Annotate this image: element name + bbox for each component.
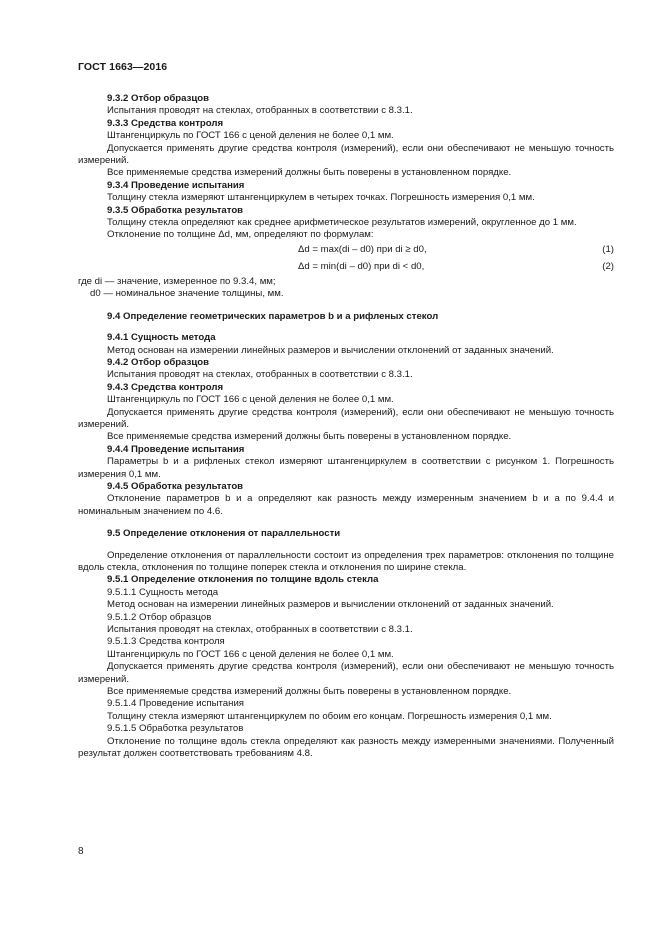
page-body <box>78 93 614 761</box>
heading-9-3-2: 9.3.2 Отбор образцов <box>107 93 209 104</box>
legend-di: где di — значение, измеренное по 9.3.4, мм; <box>78 275 276 287</box>
paragraph-9-3-2: Испытания проводят на стеклах, отобранных в соответствии с 8.3.1. <box>107 105 413 117</box>
heading-9-5-1-4: 9.5.1.4 Проведение испытания <box>107 698 244 710</box>
heading-9-3-3: 9.3.3 Средства контроля <box>107 117 224 129</box>
formula-1-number: (1) <box>602 243 614 255</box>
paragraph-9-4-3-c: Все применяемые средства измерений должны быть поверены в установленном порядке. <box>107 431 512 443</box>
heading-9-5-1-2: 9.5.1.2 Отбор образцов <box>107 611 212 623</box>
paragraph-9-4-2: Испытания проводят на стеклах, отобранных в соответствии с 8.3.1. <box>107 369 413 381</box>
heading-9-4-4: 9.4.4 Проведение испытания <box>107 443 245 455</box>
paragraph-9-5-intro: Определение отклонения от параллельности состоит из определения трех параметров: отклонения по толщине вдоль стекла, отклонения по толщине поперек стекла и отклонения по ширине стекла. <box>78 549 614 573</box>
formula-2-number: (2) <box>602 260 614 272</box>
formula-1 <box>78 242 614 259</box>
heading-9-4-5: 9.4.5 Обработка результатов <box>107 480 244 492</box>
paragraph-9-4-3-b: Допускается применять другие средства контроля (измерений), если они обеспечивают не меньшую точность измерений. <box>78 406 614 430</box>
paragraph-9-5-1-3-c: Все применяемые средства измерений должны быть поверены в установленном порядке. <box>107 686 512 698</box>
paragraph-9-3-5-b: Отклонение по толщине Δd, мм, определяют по формулам: <box>107 229 374 241</box>
paragraph-9-4-3-a: Штангенциркуль по ГОСТ 166 с ценой деления не более 0,1 мм. <box>107 394 394 406</box>
heading-9-5-1-3: 9.5.1.3 Средства контроля <box>107 636 225 648</box>
formula-2-expression: Δd = min(di – d0) при di < d0, <box>298 260 425 272</box>
heading-9-4-3: 9.4.3 Средства контроля <box>107 381 224 393</box>
legend-d0: d0 — номинальное значение толщины, мм. <box>90 288 284 300</box>
heading-9-4-1: 9.4.1 Сущность метода <box>107 332 216 344</box>
page-number: 8 <box>78 846 84 857</box>
heading-9-5-1: 9.5.1 Определение отклонения по толщине вдоль стекла <box>107 574 379 586</box>
paragraph-9-4-1: Метод основан на измерении линейных размеров и вычислении отклонений от заданных значений. <box>107 344 554 356</box>
heading-9-3-4: 9.3.4 Проведение испытания <box>107 179 245 191</box>
paragraph-9-5-1-4: Толщину стекла измеряют штангенциркулем по обоим его концам. Погрешность измерения 0,1 мм. <box>107 710 552 722</box>
paragraph-9-3-3-c: Все применяемые средства измерений должны быть поверены в установленном порядке. <box>107 167 512 179</box>
paragraph-9-5-1-2: Испытания проводят на стеклах, отобранных в соответствии с 8.3.1. <box>107 624 413 636</box>
heading-9-5-1-5: 9.5.1.5 Обработка результатов <box>107 723 244 735</box>
paragraph-9-4-4: Параметры b и a рифленых стекол измеряют штангенциркулем в соответствии с рисунком 1. Погрешность измерения 0,1 мм. <box>78 456 614 480</box>
heading-9-4-2: 9.4.2 Отбор образцов <box>107 356 209 368</box>
paragraph-9-5-1-5: Отклонение по толщине вдоль стекла определяют как разность между измеренными значениями. Полученный результат должен соответствовать требованиям 4.8. <box>78 735 614 760</box>
heading-9-3-5: 9.3.5 Обработка результатов <box>107 204 244 216</box>
paragraph-9-3-4: Толщину стекла измеряют штангенциркулем в четырех точках. Погрешность измерения 0,1 мм. <box>107 192 535 204</box>
paragraph-9-5-1-1: Метод основан на измерении линейных размеров и вычислении отклонений от заданных значений. <box>107 599 554 611</box>
section-heading-9-4: 9.4 Определение геометрических параметров b и a рифленых стекол <box>107 310 439 322</box>
paragraph-9-3-5-a: Толщину стекла определяют как среднее арифметическое результатов измерений, округленное до 1 мм. <box>107 217 577 229</box>
heading-9-5-1-1: 9.5.1.1 Сущность метода <box>107 586 219 598</box>
formula-1-expression: Δd = max(di – d0) при di ≥ d0, <box>298 243 427 255</box>
document-code-header: ГОСТ 1663—2016 <box>78 61 168 73</box>
paragraph-9-5-1-3-b: Допускается применять другие средства контроля (измерений), если они обеспечивают не меньшую точность измерений. <box>78 661 614 685</box>
paragraph-9-3-3-a: Штангенциркуль по ГОСТ 166 с ценой деления не более 0,1 мм. <box>107 130 394 142</box>
paragraph-9-5-1-3-a: Штангенциркуль по ГОСТ 166 с ценой деления не более 0,1 мм. <box>107 648 394 660</box>
paragraph-9-4-5: Отклонение параметров b и a определяют как разность между измеренным значением b и a по 9.4.4 и номинальным значением по 4.6. <box>78 493 614 517</box>
section-heading-9-5: 9.5 Определение отклонения от параллельности <box>107 528 341 540</box>
paragraph-9-3-3-b: Допускается применять другие средства контроля (измерений), если они обеспечивают не меньшую точность измерений. <box>78 142 614 167</box>
formula-2 <box>78 259 614 276</box>
